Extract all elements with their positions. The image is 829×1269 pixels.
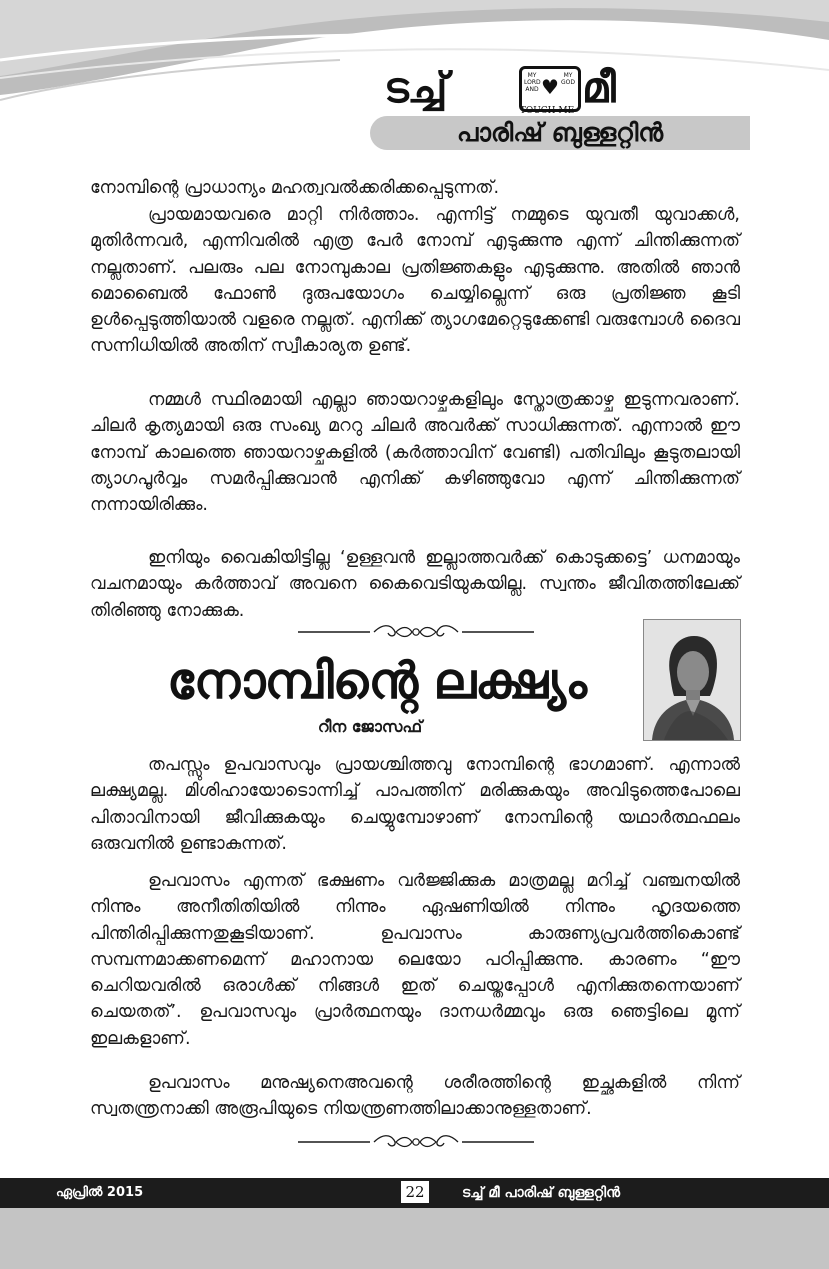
bottom-margin-band: [0, 1208, 829, 1269]
logo-book-text-left: MY LORD AND: [524, 72, 541, 93]
logo-text-right: മീ: [582, 63, 615, 112]
article-paragraph: ഉപവാസം എന്നത് ഭക്ഷണം വർജ്ജിക്കുക മാത്രമല്ല മറിച്ച് വഞ്ചനയിൽ നിന്നും അനീതിതിയിൽ നിന്നും ഏഷണിയിൽ നിന്നും ഹൃദയത്തെ പിന്തിരിപ്പിക്കുന്നതുകൂടിയാണ്. ഉപവാസം കാരുണ്യപ്രവർത്തികൊണ്ട് സമ്പന്നമാക്കണമെന്ന് മഹാനായ ലെയോ പഠിപ്പിക്കുന്നു. കാരണം “ഈ ചെറിയവരിൽ ഒരാൾക്ക് നിങ്ങൾ ഇത് ചെയ്തപ്പോൾ എനിക്കുതന്നെയാണ് ചെയതത്’. ഉപവാസവും പ്രാർത്ഥനയും ദാനധർമ്മവും ഒരു ഞെട്ടിലെ മൂന്ന് ഇലകളാണ്.: [90, 871, 740, 1049]
logo-tagline: TOUCH ME: [519, 106, 575, 116]
logo-book-text-right: MY GOD: [561, 72, 575, 86]
page-footer: [0, 1178, 829, 1208]
bulletin-banner: [370, 116, 750, 150]
article-title: നോമ്പിന്റെ ലക്ഷ്യം: [167, 652, 586, 710]
page-number: 22: [401, 1181, 429, 1203]
heart-icon: ♥: [541, 75, 559, 99]
article-author: റീന ജോസഫ്: [317, 717, 423, 736]
footer-publication-name: ടച്ച് മീ പാരിഷ് ബുള്ളറ്റിൻ: [462, 1185, 620, 1201]
article-paragraph: തപസ്സും ഉപവാസവും പ്രായശ്ചിത്തവു നോമ്പിന്റെ ഭാഗമാണ്. എന്നാൽ ലക്ഷ്യമല്ല. മിശിഹായോടൊന്നിച്ച് പാപത്തിന് മരിക്കുകയും അവിടുത്തെപോലെ പിതാവിനായി ജീവിക്കുകയും ചെയ്യുമ്പോഴാണ് നോമ്പിന്റെ യഥാർത്ഥഫലം ഒരുവനിൽ ഉണ്ടാകുന്നത്.: [90, 755, 740, 854]
previous-article-paragraph: നോമ്പിന്റെ പ്രാധാന്യം മഹത്വവൽക്കരിക്കപ്പെടുന്നത്.: [90, 178, 500, 198]
ornamental-divider: [298, 622, 534, 642]
previous-article-paragraph: നമ്മൾ സ്ഥിരമായി എല്ലാ ഞായറാഴ്ചകളിലും സ്തോത്രക്കാഴ്ച ഇടുന്നവരാണ്. ചിലർ കൃത്യമായി ഒരു സംഖ്യ മററു ചിലർ അവർക്ക് സാധിക്കുന്നത്. എന്നാൽ ഈ നോമ്പ് കാലത്തെ ഞായറാഴ്ചകളിൽ (കർത്താവിന് വേണ്ടി) പതിവിലും കൂടുതലായി ത്യാഗപൂർവ്വം സമർപ്പിക്കുവാൻ എനിക്ക് കഴിഞ്ഞുവോ എന്ന് ചിന്തിക്കുന്നത് നന്നായിരിക്കും.: [90, 390, 740, 516]
ornamental-divider: [298, 1132, 534, 1152]
previous-article-paragraph: ഇനിയും വൈകിയിട്ടില്ല ‘ഉള്ളവൻ ഇല്ലാത്തവർക്ക് കൊടുക്കട്ടെ’ ധനമായും വചനമായും കർത്താവ് അവനെ കൈവെടിയുകയില്ല. സ്വന്തം ജീവിതത്തിലേക്ക് തിരിഞ്ഞു നോക്കുക.: [90, 548, 740, 621]
article-paragraph: ഉപവാസം മനുഷ്യനെഅവന്റെ ശരീരത്തിന്റെ ഇച്ഛകളിൽ നിന്ന് സ്വതന്ത്രനാക്കി അരൂപിയുടെ നിയന്ത്രണത്തിലാക്കാനുള്ളതാണ്.: [90, 1073, 740, 1120]
banner-title: പാരിഷ് ബുള്ളറ്റിൻ: [456, 118, 664, 147]
logo-text-left: ടച്ച്: [384, 63, 447, 112]
footer-date: ഏപ്രിൽ 2015: [56, 1185, 144, 1200]
touch-me-logo: [384, 62, 724, 114]
previous-article-paragraph: പ്രായമായവരെ മാറ്റി നിർത്താം. എന്നിട്ട് നമ്മുടെ യുവതീ യുവാക്കൾ, മുതിർന്നവർ, എന്നിവരിൽ എത്ര പേർ നോമ്പ് എടുക്കുന്നു എന്ന് ചിന്തിക്കുന്നത് നല്ലതാണ്. പലരും പല നോമ്പുകാല പ്രതിജ്ഞകളും എടുക്കുന്നു. അതിൽ ഞാൻ മൊബൈൽ ഫോൺ ദുരുപയോഗം ചെയ്യില്ലെന്ന് ഒരു പ്രതിജ്ഞ കൂടി ഉൾപ്പെടുത്തിയാൽ വളരെ നല്ലത്. എനിക്ക് ത്യാഗമേറ്റെടുക്കേണ്ടി വരുമ്പോൾ ദൈവ സന്നിധിയിൽ അതിന് സ്വീകാര്യത ഉണ്ട്.: [90, 205, 740, 357]
